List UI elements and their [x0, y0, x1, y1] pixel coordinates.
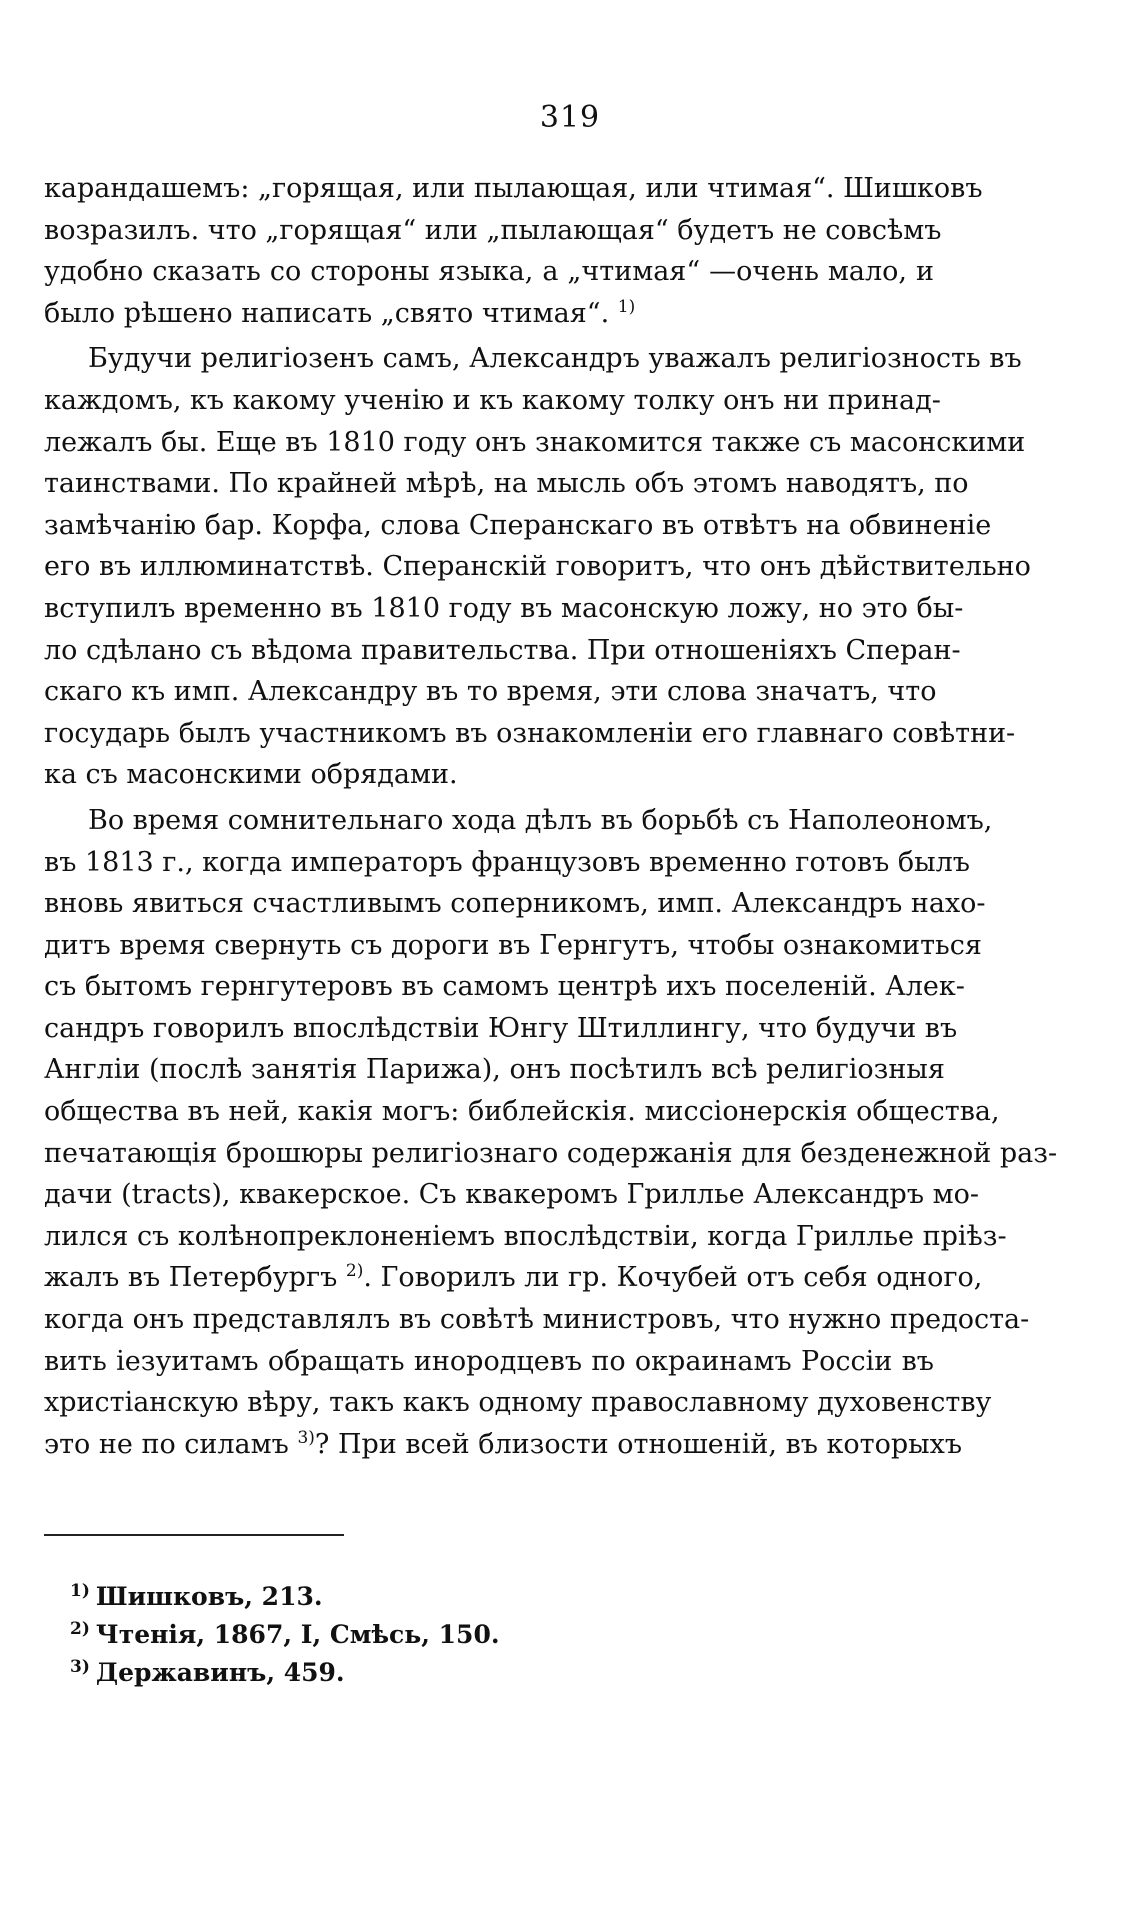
footnote-2: [70, 1616, 930, 1654]
footnote-reference: 2): [345, 1261, 364, 1282]
text-line: вить іезуитамъ обращать инородцевъ по окраинамъ Россіи въ: [44, 1345, 934, 1377]
text-line: таинствами. По крайней мѣрѣ, на мысль объ этомъ наводятъ, по: [44, 468, 969, 500]
text-line: каждомъ, къ какому ученію и къ какому толку онъ ни принад-: [44, 384, 941, 416]
footnote-text: Шишковъ, 213.: [95, 1582, 323, 1611]
text-line: [44, 1257, 983, 1299]
text-line: [44, 293, 934, 335]
text-line: печатающія брошюры религіознаго содержанія для безденежной раз-: [44, 1137, 1058, 1169]
text-line: сандръ говорилъ впослѣдствіи Юнгу Штиллингу, что будучи въ: [44, 1012, 958, 1044]
paragraph-1: [44, 168, 983, 334]
paragraph-3: [44, 800, 1058, 1466]
text-line-content: это не по силамъ: [44, 1428, 289, 1460]
text-line: Будучи религіозенъ самъ, Александръ уважалъ религіозность въ: [88, 343, 1022, 375]
text-line-content: . Говорилъ ли гр. Кочубей отъ себя одного,: [363, 1262, 983, 1294]
text-line: когда онъ представлялъ въ совѣтѣ министровъ, что нужно предоста-: [44, 1304, 1030, 1336]
text-line: лился съ колѣнопреклоненіемъ впослѣдствіи, когда Гриллье пріѣз-: [44, 1220, 1007, 1252]
text-line: въ 1813 г., когда императоръ французовъ временно готовъ былъ: [44, 846, 970, 878]
text-line: ло сдѣлано съ вѣдома правительства. При отношеніяхъ Сперан-: [44, 634, 961, 666]
footnote-3: [70, 1654, 930, 1692]
text-line: скаго къ имп. Александру въ то время, эти слова значатъ, что: [44, 676, 937, 708]
footnote-mark: 2): [70, 1618, 90, 1639]
text-line-content: жалъ въ Петербургъ: [44, 1262, 338, 1294]
text-line: общества въ ней, какія могъ: библейскія. миссіонерскія общества,: [44, 1096, 1000, 1128]
footnote-text: Чтенія, 1867, I, Смѣсь, 150.: [95, 1620, 500, 1649]
text-line: карандашемъ: „горящая, или пылающая, или чтимая“. Шишковъ: [44, 173, 983, 204]
text-line: дачи (tracts), квакерское. Съ квакеромъ Гриллье Александръ мо-: [44, 1179, 979, 1211]
text-line: возразилъ. что „горящая“ или „пылающая“ будетъ не совсѣмъ: [44, 214, 942, 246]
footnote-mark: 1): [70, 1580, 90, 1601]
text-line: Во время сомнительнаго хода дѣлъ въ борьбѣ съ Наполеономъ,: [88, 804, 993, 836]
text-line: его въ иллюминатствѣ. Сперанскій говоритъ, что онъ дѣйствительно: [44, 551, 1031, 583]
footnote-1: [70, 1578, 930, 1616]
text-line: вступилъ временно въ 1810 году въ масонскую ложу, но это бы-: [44, 592, 964, 624]
footnote-divider: [44, 1534, 344, 1536]
footnote-reference: 3): [297, 1427, 315, 1448]
footnote-reference: 1): [617, 296, 636, 317]
text-line: лежалъ бы. Еще въ 1810 году онъ знакомится также съ масонскими: [44, 426, 1026, 458]
text-line: удобно сказать со стороны языка, а „чтимая“ —очень мало, и: [44, 256, 934, 288]
body-text: [44, 168, 1058, 1469]
footnotes: [70, 1578, 930, 1692]
text-line: вновь явиться счастливымъ соперникомъ, имп. Александръ нахо-: [44, 888, 986, 920]
page-number: 319: [539, 100, 601, 135]
text-line: замѣчанію бар. Корфа, слова Сперанскаго въ отвѣтъ на обвиненіе: [44, 509, 992, 541]
text-line: государь былъ участникомъ въ ознакомленіи его главнаго совѣтни-: [44, 717, 1016, 749]
footnote-mark: 3): [70, 1656, 90, 1677]
text-line: дитъ время свернуть съ дороги въ Гернгутъ, чтобы ознакомиться: [44, 929, 982, 961]
text-line: христіанскую вѣру, такъ какъ одному православному духовенству: [44, 1387, 992, 1419]
text-line: съ бытомъ гернгутеровъ въ самомъ центрѣ ихъ поселеній. Алек-: [44, 971, 965, 1003]
text-line: [44, 1424, 963, 1466]
text-line-content: было рѣшено написать „свято чтимая“.: [44, 297, 610, 329]
text-line: Англіи (послѣ занятія Парижа), онъ посѣтилъ всѣ религіозныя: [44, 1054, 945, 1086]
text-line-content: ? При всей близости отношеній, въ которыхъ: [314, 1428, 963, 1460]
footnote-text: Державинъ, 459.: [95, 1658, 345, 1687]
paragraph-2: [44, 338, 1031, 796]
text-line: ка съ масонскими обрядами.: [44, 759, 458, 791]
